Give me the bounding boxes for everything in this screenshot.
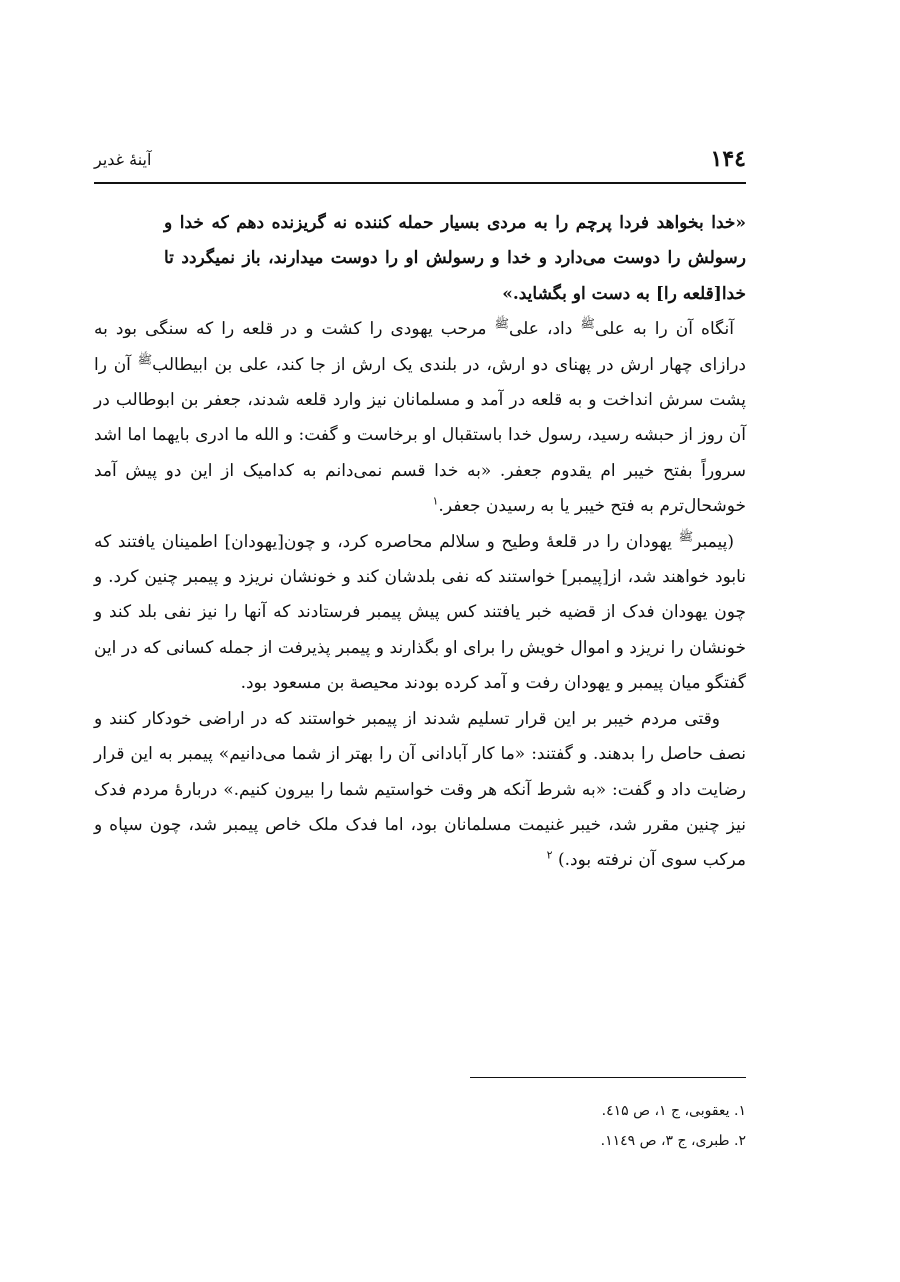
honorific-glyph: ﷺ <box>580 316 595 331</box>
footnote-ref-2[interactable]: ۲ <box>546 848 553 862</box>
honorific-glyph: ﷺ <box>137 351 153 366</box>
paragraph-1 <box>94 312 746 524</box>
running-header <box>94 146 746 180</box>
paragraph-2-text-b: یهودان را در قلعهٔ وطیح و سلالم محاصره کرد، و چون[یهودان] اطمینان یافتند که نابود خواهند شد، از[پیمبر] خواستند که نفی بلدشان کند و خونشان نریزد و پیمبر چنین کرد. و چون یهودان فدک از قضیه خبر یافتند کس پیش پیمبر فرستادند که آنها را نیز نفی بلد کند و خونشان را نریزد و اموال خویش را برای او بگذارند و پیمبر پذیرفت از جمله کسانی که در این گفتگو میان پیمبر و یهودان رفت و آمد کرده بودند محیصة بن مسعود بود. <box>94 531 746 694</box>
paragraph-2 <box>94 525 746 702</box>
footnote-1: ۱. یعقوبی، ج ۱، ص ٤۱۵. <box>601 1103 746 1119</box>
page-number: ۱۴٤ <box>710 146 746 172</box>
footnote-2: ۲. طبری، ج ۳، ص ۱۱٤۹. <box>600 1133 746 1149</box>
book-title: آینهٔ غدیر <box>94 150 152 169</box>
bold-quote: «خدا بخواهد فردا پرچم را به مردی بسیار حمله کننده نه گریزنده دهم که خدا و رسولش را دوست می‌دارد و خدا و رسولش او را دوست میدارند، باز نمیگردد تا خدا[قلعه را] به دست او بگشاید.» <box>164 213 746 304</box>
header-rule <box>94 182 746 184</box>
paragraph-2-text-a: (پیمبر <box>693 531 734 552</box>
paragraph-3-text: وقتی مردم خیبر بر این قرار تسلیم شدند از پیمبر خواستند که در اراضی خودکار کنند و نصف حاصل را بدهند. و گفتند: «ما کار آبادانی آن را بهتر از شما می‌دانیم» پیمبر به این قرار رضایت داد و گفت: «به شرط آنکه هر وقت خواستیم شما را بیرون کنیم.» دربارهٔ مردم فدک نیز چنین مقرر شد، خیبر غنیمت مسلمانان بود، اما فدک ملک خاص پیمبر شد، چون سپاه و مرکب سوی آن نرفته بود.) <box>94 708 746 871</box>
paragraph-1-text-b: داد، علی <box>509 319 581 340</box>
footnote-ref-1[interactable]: ۱ <box>432 494 439 508</box>
paragraph-1-text-a: آنگاه آن را به علی <box>594 319 734 340</box>
footnote-rule <box>470 1077 746 1078</box>
honorific-glyph: ﷺ <box>494 316 509 331</box>
paragraph-3 <box>94 702 746 879</box>
footnotes <box>346 1096 746 1156</box>
paragraph-1-text-d: آن را پشت سرش انداخت و به قلعه در آمد و مسلمانان نیز وارد قلعه شدند، جعفر بن ابوطالب در آن روز از حبشه رسید، رسول خدا باستقبال او برخاست و گفت: و الله ما ادری بایهما اما اشد سروراً بفتح خیبر ام یقدوم جعفر. «به خدا قسم نمی‌دانم به کدامیک از این دو پیش آمد خوشحال‌ترم به فتح خیبر یا به رسیدن جعفر. <box>94 354 746 517</box>
body-text <box>94 206 746 879</box>
paragraph-1-text-c: مرحب یهودی را کشت و در قلعه را که سنگی بود به درازای چهار ارش در پهنای دو ارش، در بلندی یک ارش از جا کند، علی بن ابیطالب <box>94 319 746 375</box>
honorific-glyph: ﷺ <box>678 529 694 543</box>
